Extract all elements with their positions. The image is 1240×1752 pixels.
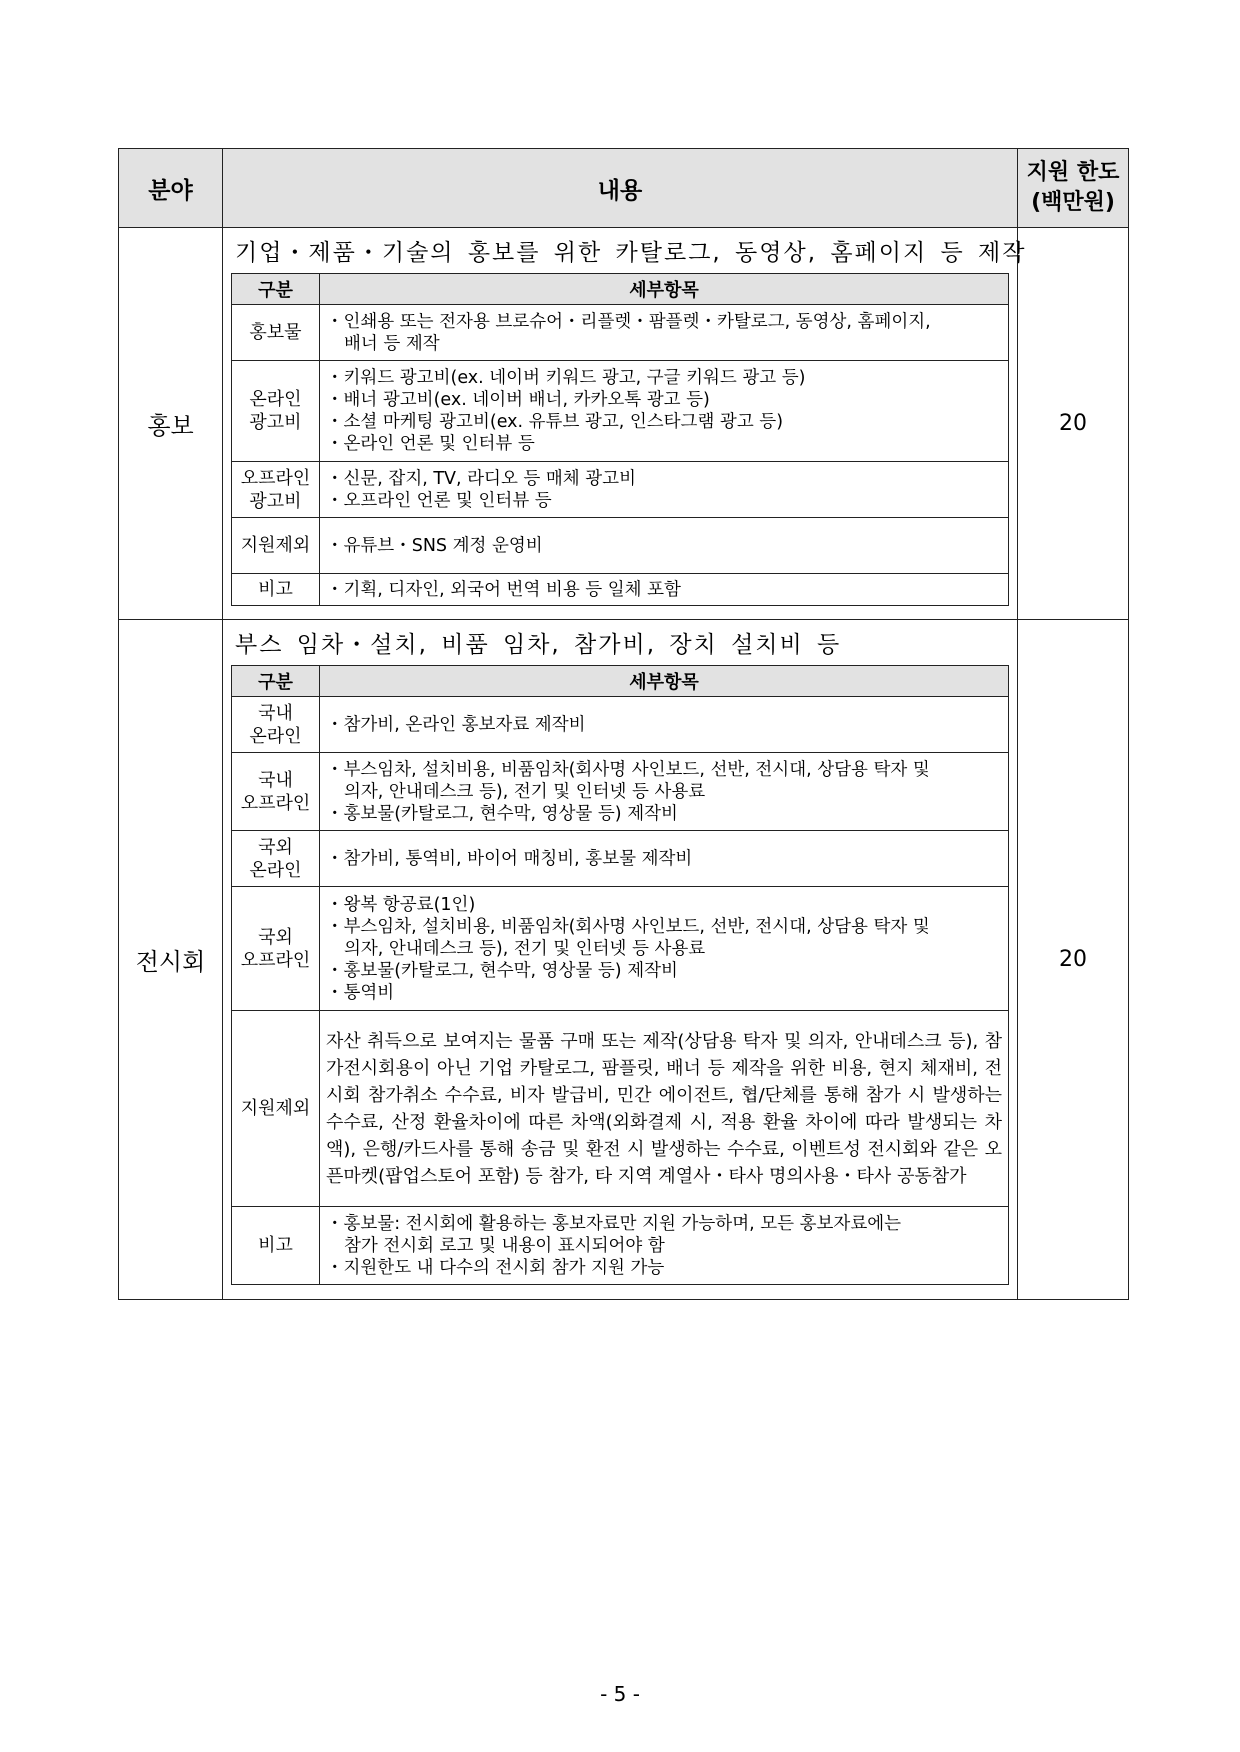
category-label: 온라인 [249,859,302,881]
header-limit-line1: 지원 한도 [1026,160,1120,185]
page-number: - 5 - [600,1682,640,1706]
detail-line: ・홍보물: 전시회에 활용하는 홍보자료만 지원 가능하며, 모든 홍보자료에는 [326,1213,902,1234]
table-row [232,753,1009,831]
category-cell: 비고 [232,1207,320,1285]
detail-line: ・부스임차, 설치비용, 비품임차(회사명 사인보드, 선반, 전시대, 상담용 탁자 및 [326,916,930,937]
detail-line: ・신문, 잡지, TV, 라디오 등 매체 광고비 [326,468,636,489]
table-row [232,361,1009,462]
category-cell [232,361,320,462]
sub-table-promo [231,273,1009,606]
detail-line: ・통역비 [326,982,395,1003]
table-header-row [119,149,1129,228]
category-label: 오프라인 [240,792,311,814]
detail-line: ・홍보물(카탈로그, 현수막, 영상물 등) 제작비 [326,960,678,981]
detail-line: ・온라인 언론 및 인터뷰 등 [326,434,535,454]
category-cell: 비고 [232,574,320,606]
sub-header-details: 세부항목 [320,666,1009,697]
detail-line: ・지원한도 내 다수의 전시회 참가 지원 가능 [326,1257,665,1278]
limit-promo: 20 [1018,228,1129,620]
details-cell [320,518,1009,574]
table-row [232,574,1009,606]
detail-line: ・소셜 마케팅 광고비(ex. 유튜브 광고, 인스타그램 광고 등) [326,412,784,432]
content-exhibit [223,620,1018,1300]
table-row [232,831,1009,887]
details-cell [320,831,1009,887]
category-label: 국내 [258,769,293,791]
support-table [118,148,1129,1300]
table-row [232,1207,1009,1285]
category-label: 홍보물 [249,322,302,343]
category-label: 온라인 [249,389,302,410]
sub-header-row [232,274,1009,305]
category-cell: 지원제외 [232,1011,320,1207]
details-cell [320,887,1009,1011]
detail-line: 의자, 안내데스크 등), 전기 및 인터넷 등 사용료 [344,781,706,802]
category-cell: 지원제외 [232,518,320,574]
category-cell [232,887,320,1011]
exclusion-paragraph: 자산 취득으로 보여지는 물품 구매 또는 제작(상담용 탁자 및 의자, 안내데스크 등), 참가전시회용이 아닌 기업 카탈로그, 팜플릿, 배너 등 제작을 위한 비용, 현지 체재비, 전시회 참가취소 수수료, 비자 발급비, 민간 에이전트, 협/단체를 통해 참가 시 발생하는 수수료, 산정 환율차이에 따른 차액(외화결제 시, 적용 환율 차이에 따라 발생되는 차액), 은행/카드사를 통해 송금 및 환전 시 발생하는 수수료, 이벤트성 전시회와 같은 오픈마켓(팝업스토어 포함) 등 참가, 타 지역 계열사・타사 명의사용・타사 공동참가 [320,1011,1009,1207]
header-content: 내용 [223,149,1018,228]
detail-line: ・홍보물(카탈로그, 현수막, 영상물 등) 제작비 [326,803,678,824]
detail-line: ・키워드 광고비(ex. 네이버 키워드 광고, 구글 키워드 광고 등) [326,368,806,388]
category-label: 오프라인 [240,467,311,489]
detail-line: ・참가비, 온라인 홍보자료 제작비 [326,714,586,735]
table-row [232,887,1009,1011]
section-row-exhibit [119,620,1129,1300]
detail-line: ・배너 광고비(ex. 네이버 배너, 카카오톡 광고 등) [326,390,710,410]
category-label: 국외 [258,926,293,948]
table-row [232,697,1009,753]
detail-line: ・유튜브・SNS 계정 운영비 [326,535,543,556]
category-cell [232,831,320,887]
table-row [232,1011,1009,1207]
detail-line: ・인쇄용 또는 전자용 브로슈어・리플렛・팜플렛・카탈로그, 동영상, 홈페이지, [326,311,931,332]
field-exhibit: 전시회 [119,620,223,1300]
details-cell [320,574,1009,606]
category-label: 국외 [258,836,293,858]
table-row [232,518,1009,574]
detail-line: ・오프라인 언론 및 인터뷰 등 [326,490,552,511]
category-label: 국내 [258,702,293,724]
section-row-promo [119,228,1129,620]
details-cell [320,305,1009,361]
sub-header-category: 구분 [232,274,320,305]
detail-line: ・참가비, 통역비, 바이어 매칭비, 홍보물 제작비 [326,848,693,869]
detail-line: 배너 등 제작 [344,333,440,354]
details-cell [320,462,1009,518]
detail-line: 참가 전시회 로고 및 내용이 표시되어야 함 [344,1235,665,1256]
category-label: 온라인 [249,725,302,747]
detail-line: ・기획, 디자인, 외국어 번역 비용 등 일체 포함 [326,579,681,600]
field-promo: 홍보 [119,228,223,620]
details-cell [320,361,1009,462]
category-cell [232,305,320,361]
category-label: 광고비 [249,490,302,512]
header-limit [1018,149,1129,228]
table-row [232,462,1009,518]
header-limit-line2: (백만원) [1031,190,1115,215]
sub-header-details: 세부항목 [320,274,1009,305]
category-cell [232,697,320,753]
limit-exhibit: 20 [1018,620,1129,1300]
category-label: 광고비 [249,412,302,433]
header-field: 분야 [119,149,223,228]
category-cell [232,462,320,518]
sub-header-row [232,666,1009,697]
detail-line: ・부스임차, 설치비용, 비품임차(회사명 사인보드, 선반, 전시대, 상담용 탁자 및 [326,759,930,780]
section-title-exhibit: 부스 임차・설치, 비품 임차, 참가비, 장치 설치비 등 [235,632,842,658]
sub-header-category: 구분 [232,666,320,697]
sub-table-exhibit [231,665,1009,1285]
details-cell [320,1207,1009,1285]
content-promo [223,228,1027,620]
table-row [232,305,1009,361]
section-title-promo: 기업・제품・기술의 홍보를 위한 카탈로그, 동영상, 홈페이지 등 제작 [235,240,1027,266]
details-cell [320,697,1009,753]
detail-line: 의자, 안내데스크 등), 전기 및 인터넷 등 사용료 [344,938,706,959]
category-label: 오프라인 [240,949,311,971]
category-cell [232,753,320,831]
details-cell [320,753,1009,831]
detail-line: ・왕복 항공료(1인) [326,894,476,915]
